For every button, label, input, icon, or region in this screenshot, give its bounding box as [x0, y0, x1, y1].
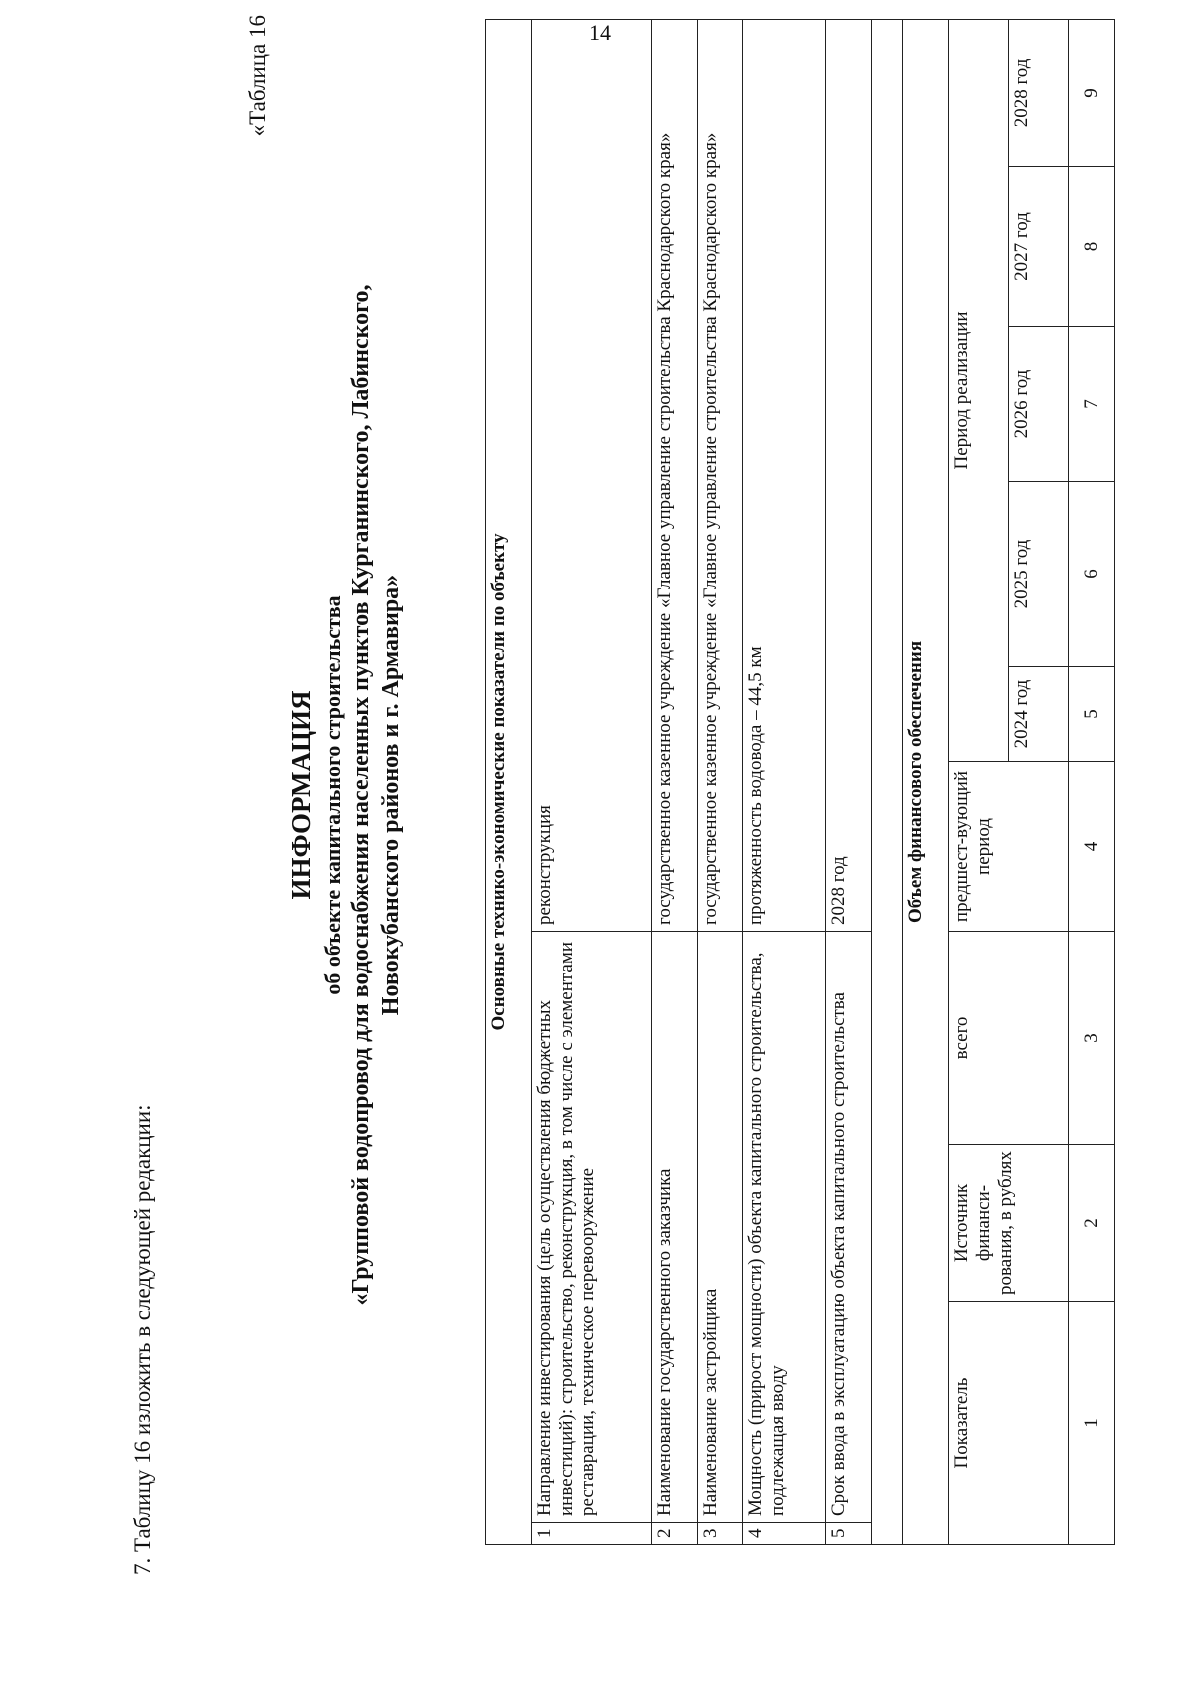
column-number: 2 — [1069, 1145, 1115, 1302]
tech-row-5 — [826, 19, 872, 1544]
year-header: 2025 год — [1009, 482, 1069, 667]
document-heading — [285, 15, 406, 1575]
tech-row-label: Наименование застройщика — [697, 932, 743, 1523]
column-number: 3 — [1069, 932, 1115, 1145]
tech-row-2 — [651, 19, 697, 1544]
tech-section-header-row — [486, 19, 532, 1544]
tech-row-label: Мощность (прирост мощности) объекта капитального строительства, подлежащая вводу — [743, 932, 826, 1523]
finance-section-header-row — [903, 19, 949, 1544]
tech-section-title: Основные технико-экономические показатели по объекту — [486, 19, 532, 1544]
period-header: Период реализации — [948, 19, 1008, 761]
tech-row-number: 3 — [697, 1523, 743, 1545]
source-column-header: Источник финанси-рования, в рублях — [948, 1145, 1068, 1302]
tech-row-label: Срок ввода в эксплуатацию объекта капитального строительства — [826, 932, 872, 1523]
column-number: 1 — [1069, 1302, 1115, 1545]
object-info-table — [485, 19, 1115, 1545]
tech-row-number: 2 — [651, 1523, 697, 1545]
table-reference: «Таблица 16 — [245, 15, 270, 137]
tech-row-value: 2028 год — [826, 19, 872, 931]
total-column-header: всего — [948, 932, 1068, 1145]
indicator-column-header: Показатель — [948, 1302, 1068, 1545]
tech-row-number: 1 — [531, 1523, 651, 1545]
column-number: 9 — [1069, 19, 1115, 166]
finance-section-title: Объем финансового обеспечения — [903, 19, 949, 1544]
landscape-content — [130, 15, 1180, 1575]
column-number: 8 — [1069, 167, 1115, 327]
column-number: 6 — [1069, 482, 1115, 667]
column-number: 4 — [1069, 762, 1115, 932]
tech-row-number: 4 — [743, 1523, 826, 1545]
tech-row-label: Направление инвестирования (цель осуществления бюджетных инвестиций): строительство, реконструкция, в том числе с элементами реставрации, техническое перевооружение — [531, 932, 651, 1523]
heading-object-name: «Групповой водопровод для водоснабжения населенных пунктов Курганинского, Лабинского, Новокубанского районов и г. Армавира» — [348, 284, 405, 1306]
heading-subtitle: об объекте капитального строительства — [319, 595, 345, 995]
finance-header-row-1 — [948, 19, 1008, 1544]
tech-row-number: 5 — [826, 1523, 872, 1545]
column-number: 7 — [1069, 327, 1115, 482]
tech-row-value: государственное казенное учреждение «Главное управление строительства Краснодарского края» — [651, 19, 697, 931]
year-header: 2028 год — [1009, 19, 1069, 166]
tech-row-value: реконструкция — [531, 19, 651, 931]
amendment-instruction: 7. Таблицу 16 изложить в следующей редакции: — [130, 1104, 155, 1575]
tech-row-label: Наименование государственного заказчика — [651, 932, 697, 1523]
tech-row-value: протяженность водовода – 44,5 км — [743, 19, 826, 931]
page-number: 14 — [589, 20, 611, 45]
tech-blank-row — [872, 19, 903, 1544]
column-number: 5 — [1069, 667, 1115, 762]
year-header: 2026 год — [1009, 327, 1069, 482]
year-header: 2027 год — [1009, 167, 1069, 327]
tech-row-value: государственное казенное учреждение «Главное управление строительства Краснодарского края» — [697, 19, 743, 931]
tech-row-1 — [531, 19, 651, 1544]
previous-period-column-header: предшест-вующий период — [948, 762, 1068, 932]
tech-row-3 — [697, 19, 743, 1544]
heading-title: ИНФОРМАЦИЯ — [286, 690, 316, 900]
tech-row-4 — [743, 19, 826, 1544]
column-number-row — [1069, 19, 1115, 1544]
year-header: 2024 год — [1009, 667, 1069, 762]
blank-cell — [872, 19, 903, 1544]
